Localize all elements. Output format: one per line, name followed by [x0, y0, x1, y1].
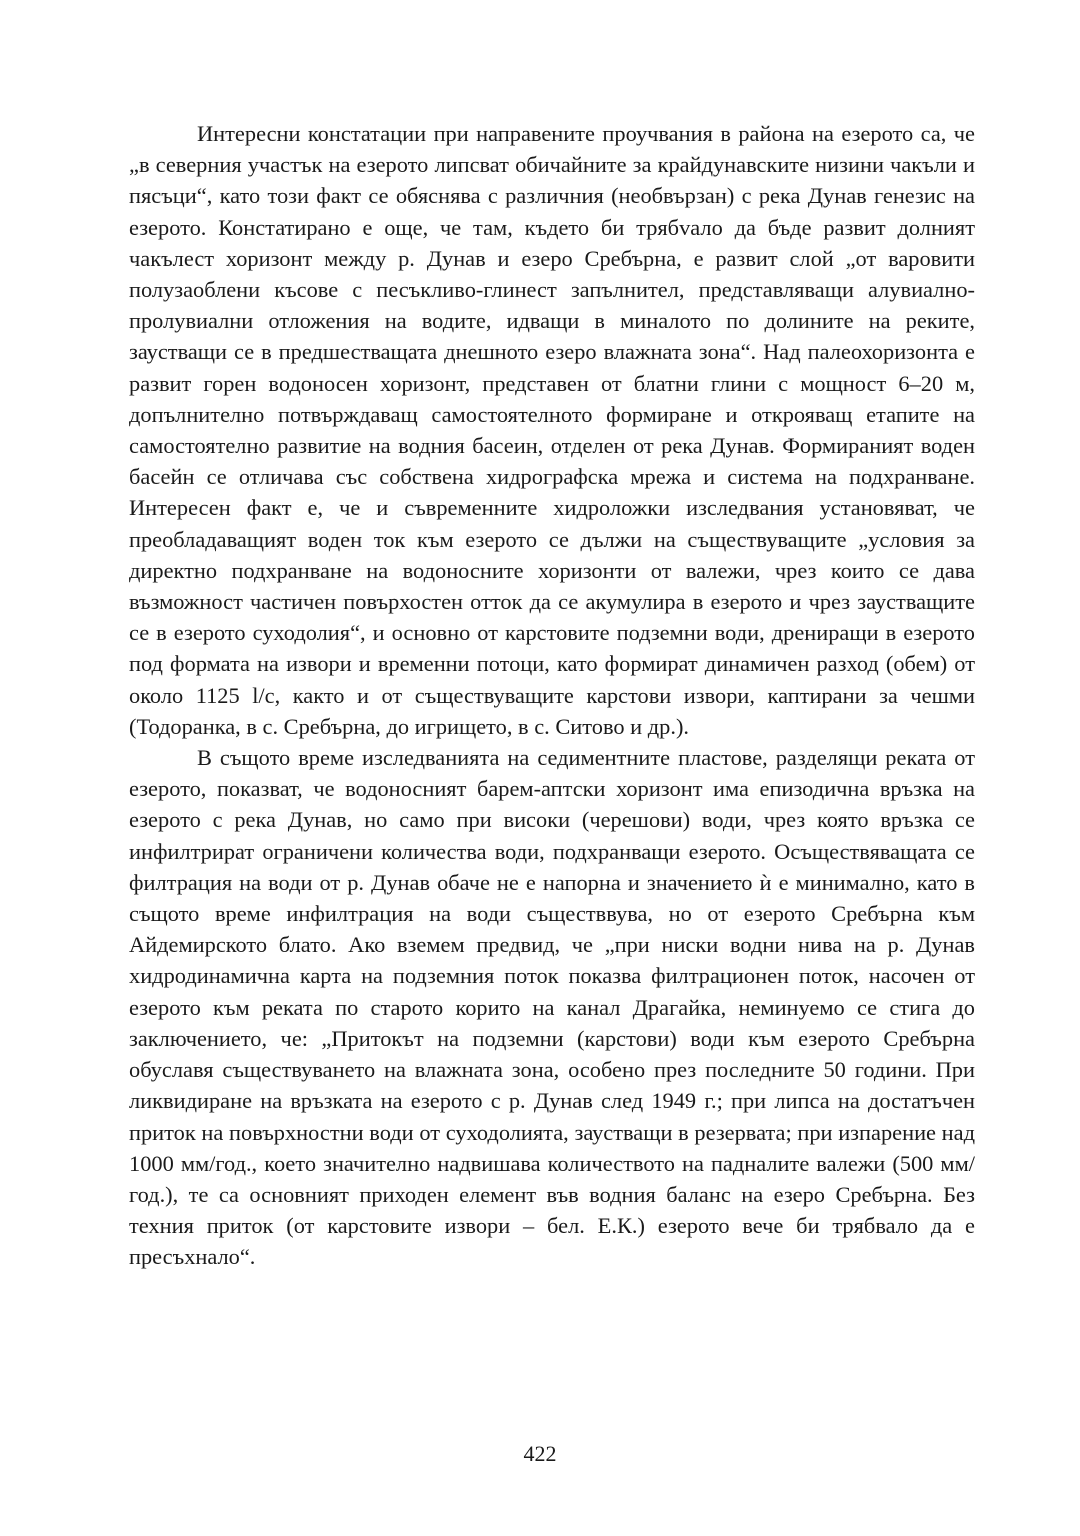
- page-number: 422: [523, 1441, 557, 1466]
- paragraph-2: В същото време изследванията на седиментните пластове, разделящи реката от езерото, показват, че водоносният барем-аптски хоризонт има епизодична връзка на езерото с река Дунав, но само при високи (черешови) води, чрез която връзка се инфилтрират ограничени количества води, подхранващи езерото. Осъществяващата се филтрация на води от р. Дунав обаче не е напорна и значението ѝ е минимално, като в същото време инфилтрация на води съществвува, но от езерото Сребърна към Айдемирското блато. Ако вземем предвид, че „при ниски водни нива на р. Дунав хидродинамична карта на подземния поток показва филтрационен поток, насочен от езерото към реката по старото корито на канал Драгайка, неминуемо се стига до заключението, че: „Притокът на подземни (карстови) води към езерото Сребърна обуславя съществуването на влажната зона, особено през последните 50 години. При ликвидиране на връзката на езерото с р. Дунав след 1949 г.; при липса на достатъчен приток на повърхностни води от суходолията, заустващи в резервата; при изпарение над 1000 мм/год., което значително надвишава количеството на падналите валежи (500 мм/год.), те са основният приходен елемент във водния баланс на езеро Сребърна. Без техния приток (от карстовите извори – бел. Е.К.) езерото вече би трябвало да е пресъхнало“.: [129, 745, 975, 1270]
- body-text: [129, 118, 975, 1273]
- paragraph-1: Интересни констатации при направените проучвания в района на езерото са, че „в северния участък на езерото липсват обичайните за крайдунавските низини чакъли и пясъци“, като този факт се обяснява с различния (необвързан) с река Дунав генезис на езерото. Констатирано е още, че там, където би трябvало да бъде развит долният чакълест хоризонт между р. Дунав и езеро Сребърна, е развит слой „от варовити полузаоблени късове с песъкливо-глинест запълнител, представляващи алувиално-пролувиални отложения на водите, идващи в миналото по долините на реките, заустващи се в предшестващата днешното езеро влажната зона“. Над палеохоризонта е развит горен водоносен хоризонт, представен от блатни глини с мощност 6–20 м, допълнително потвърждаващ самостоятелното формиране и открояващ етапите на самостоятелно развитие на водния басеин, отделен от река Дунав. Формираният воден басейн се отличава със собствена хидрографска мрежа и система на подхранване. Интересен факт е, че и съвременните хидроложки изследвания установяват, че преобладаващият воден ток към езерото се дължи на съществуващите „условия за директно подхранване на водоносните хоризонти от валежи, чрез които се дава възможност частичен повърхостен отток да се акумулира в езерото и чрез заустващите се в езерото суходолия“, и основно от карстовите подземни води, дрениращи в езерото под формата на извори и временни потоци, като формират динамичен разход (обем) от около 1125 l/с, както и от съществуващите карстови извори, каптирани за чешми (Тодоранка, в с. Сребърна, до игрището, в с. Ситово и др.).: [129, 121, 975, 739]
